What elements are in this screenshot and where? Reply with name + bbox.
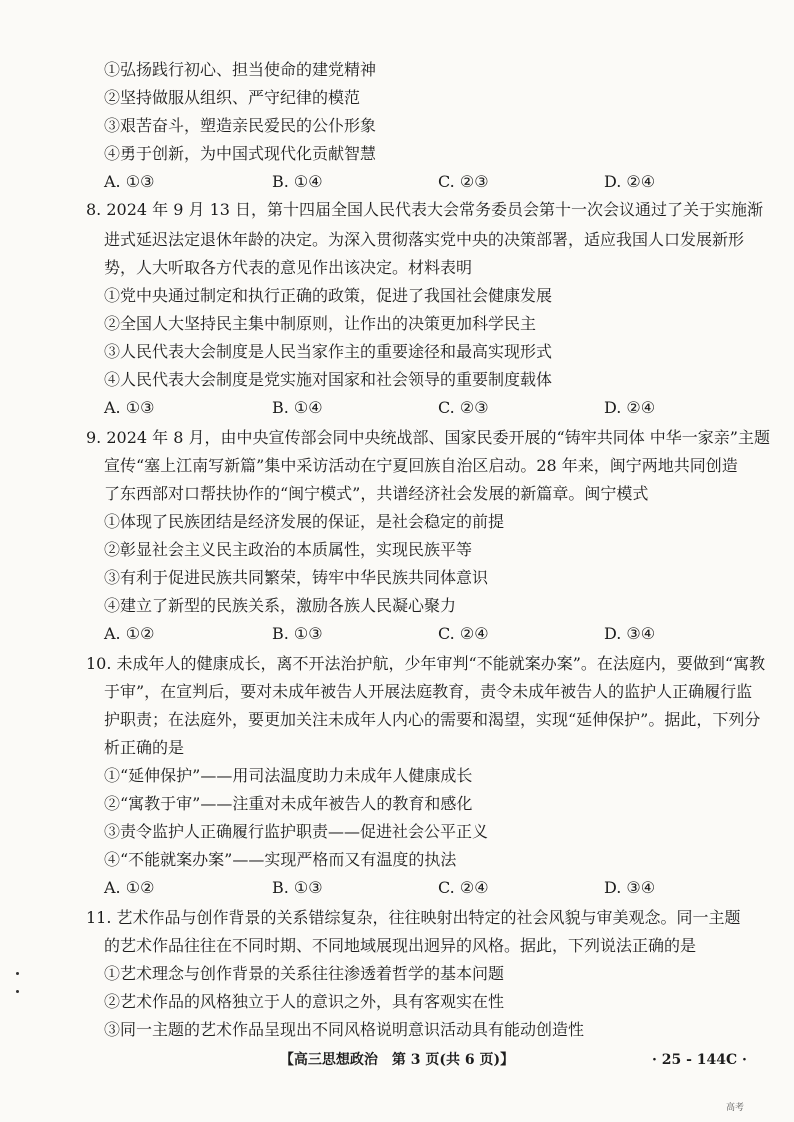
q10-stem-line-1: 10. 未成年人的健康成长，离不开法治护航，少年审判“不能就案办案”。在法庭内，要做到“寓教	[86, 654, 766, 673]
q11-stem-line-1: 11. 艺术作品与创作背景的关系错综复杂，往往映射出特定的社会风貌与审美观念。同一主题	[86, 908, 741, 927]
q9-option-3: ③有利于促进民族共同繁荣，铸牢中华民族共同体意识	[104, 568, 489, 587]
q10-stem-line-2: 于审”，在宣判后，要对未成年被告人开展法庭教育，责令未成年被告人的监护人正确履行监	[104, 682, 753, 701]
q9-stem-line-2: 宣传“塞上江南写新篇”集中采访活动在宁夏回族自治区启动。28 年来，闽宁两地共同创造	[104, 456, 738, 475]
q7-answer-b: B. ①④	[272, 172, 323, 191]
q11-option-1: ①艺术理念与创作背景的关系往往渗透着哲学的基本问题	[104, 964, 505, 983]
q9-option-4: ④建立了新型的民族关系，激励各族人民凝心聚力	[104, 596, 457, 615]
q10-option-2: ②“寓教于审”——注重对未成年被告人的教育和感化	[104, 794, 473, 813]
q7-option-1: ①弘扬践行初心、担当使命的建党精神	[104, 60, 377, 79]
q9-answer-b: B. ①③	[272, 624, 323, 643]
q10-option-1: ①“延伸保护”——用司法温度助力未成年人健康成长	[104, 766, 473, 785]
q10-stem-line-3: 护职责；在法庭外，要更加关注未成年人内心的需要和渴望，实现“延伸保护”。据此，下列分	[104, 710, 761, 729]
q9-answer-c: C. ②④	[438, 624, 489, 643]
q9-stem-line-1: 9. 2024 年 8 月，由中央宣传部会同中央统战部、国家民委开展的“铸牢共同体 中华一家亲”主题	[86, 428, 770, 447]
q10-answer-c: C. ②④	[438, 878, 489, 897]
q8-answer-b: B. ①④	[272, 398, 323, 417]
q9-option-2: ②彰显社会主义民主政治的本质属性，实现民族平等	[104, 540, 473, 559]
q7-answer-c: C. ②③	[438, 172, 489, 191]
margin-dot	[16, 990, 19, 993]
q8-stem-line-1: 8. 2024 年 9 月 13 日，第十四届全国人民代表大会常务委员会第十一次会议通过了关于实施渐	[86, 200, 764, 219]
q10-option-4: ④“不能就案办案”——实现严格而又有温度的执法	[104, 850, 457, 869]
corner-watermark: 高考	[726, 1103, 745, 1113]
q11-option-2: ②艺术作品的风格独立于人的意识之外，具有客观实在性	[104, 992, 505, 1011]
q9-answer-d: D. ③④	[604, 624, 656, 643]
q8-answer-c: C. ②③	[438, 398, 489, 417]
q8-stem-line-2: 进式延迟法定退休年龄的决定。为深入贯彻落实党中央的决策部署，适应我国人口发展新形	[104, 230, 745, 249]
q7-option-3: ③艰苦奋斗，塑造亲民爱民的公仆形象	[104, 116, 377, 135]
q8-option-4: ④人民代表大会制度是党实施对国家和社会领导的重要制度载体	[104, 370, 553, 389]
q10-answer-b: B. ①③	[272, 878, 323, 897]
q9-stem-line-3: 了东西部对口帮扶协作的“闽宁模式”，共谱经济社会发展的新篇章。闽宁模式	[104, 484, 649, 503]
q8-option-2: ②全国人大坚持民主集中制原则，让作出的决策更加科学民主	[104, 314, 537, 333]
q9-option-1: ①体现了民族团结是经济发展的保证，是社会稳定的前提	[104, 512, 505, 531]
q7-answer-a: A. ①③	[104, 172, 155, 191]
q10-answer-a: A. ①②	[104, 878, 155, 897]
q8-option-3: ③人民代表大会制度是人民当家作主的重要途径和最高实现形式	[104, 342, 553, 361]
q7-option-2: ②坚持做服从组织、严守纪律的模范	[104, 88, 361, 107]
q8-stem-line-3: 势，人大听取各方代表的意见作出该决定。材料表明	[104, 258, 473, 277]
q8-answer-a: A. ①③	[104, 398, 155, 417]
q11-stem-line-2: 的艺术作品往往在不同时期、不同地域展现出迥异的风格。据此，下列说法正确的是	[104, 936, 697, 955]
q10-answer-d: D. ③④	[604, 878, 656, 897]
q11-option-3: ③同一主题的艺术作品呈现出不同风格说明意识活动具有能动创造性	[104, 1020, 585, 1039]
margin-dot	[16, 972, 19, 975]
q7-answer-d: D. ②④	[604, 172, 656, 191]
page-footer: 【高三思想政治 第 3 页(共 6 页)】	[279, 1052, 515, 1068]
q7-option-4: ④勇于创新，为中国式现代化贡献智慧	[104, 144, 377, 163]
q10-stem-line-4: 析正确的是	[104, 738, 185, 757]
paper-code: · 25 - 144C ·	[652, 1052, 747, 1068]
q8-option-1: ①党中央通过制定和执行正确的政策，促进了我国社会健康发展	[104, 286, 553, 305]
q9-answer-a: A. ①②	[104, 624, 155, 643]
q8-answer-d: D. ②④	[604, 398, 656, 417]
q10-option-3: ③责令监护人正确履行监护职责——促进社会公平正义	[104, 822, 489, 841]
